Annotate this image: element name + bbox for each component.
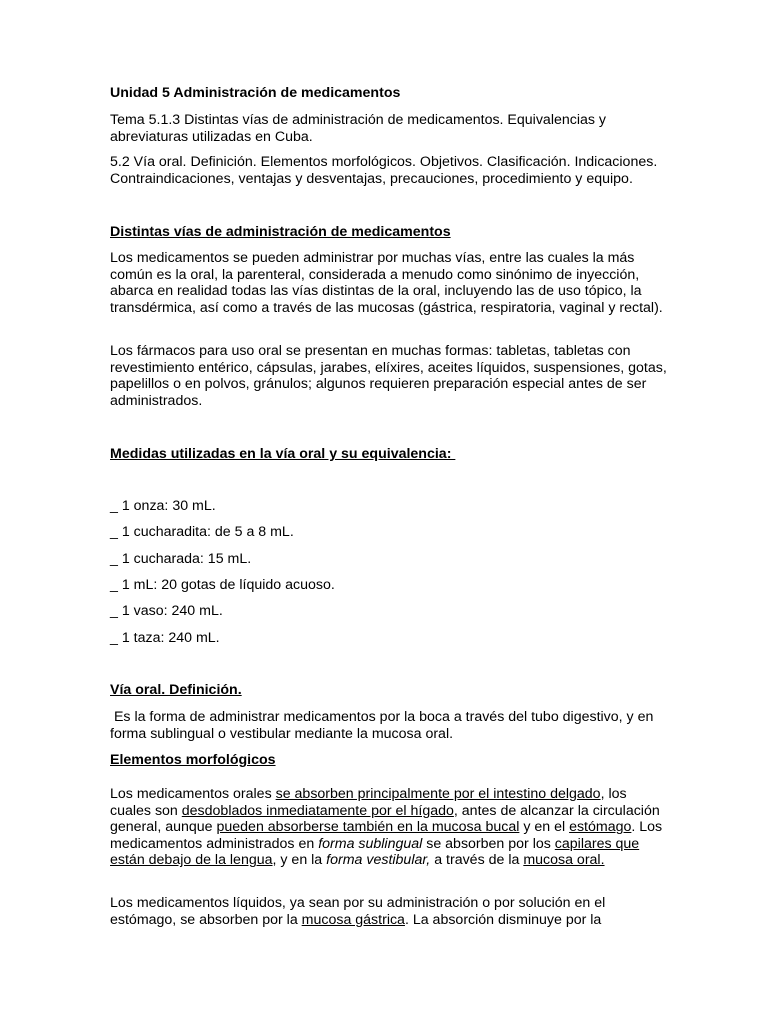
italic-phrase: forma vestibular,	[326, 852, 431, 869]
routes-heading: Distintas vías de administración de medicamentos	[110, 224, 451, 240]
morph-paragraph-1	[110, 786, 670, 869]
measure-item: _ 1 vaso: 240 mL.	[110, 603, 223, 619]
measure-item: _ 1 cucharadita: de 5 a 8 mL.	[110, 524, 294, 540]
text-run: , antes de alcanzar la circulación general, aunque	[110, 802, 660, 836]
underlined-phrase: se absorben principalmente por el intestino delgado	[275, 786, 601, 802]
text-run: . Los medicamentos administrados en	[110, 819, 663, 852]
text-run: , y en la	[272, 852, 327, 869]
measure-item: _ 1 taza: 240 mL.	[110, 630, 220, 646]
text-run: Los medicamentos orales	[110, 786, 276, 802]
routes-paragraph-1: Los medicamentos se pueden administrar por muchas vías, entre las cuales la más común es la oral, la parenteral, considerada a menudo como sinónimo de inyección, abarca en realidad todas las vías distintas de la oral, incluyendo las de uso tópico, la transdérmica, así como a través de las mucosas (gástrica, respiratoria, vaginal y rectal).	[110, 250, 663, 316]
underlined-phrase: desdoblados inmediatamente por el hígado	[181, 802, 454, 819]
text-run: , los cuales son	[110, 786, 627, 819]
routes-paragraph-2: Los fármacos para uso oral se presentan en muchas formas: tabletas, tabletas con revestimiento entérico, cápsulas, jarabes, elíxires, aceites líquidos, suspensiones, gotas, papelillos o en polvos, gránulos; algunos requieren preparación especial antes de ser administrados.	[110, 343, 667, 409]
morph-heading: Elementos morfológicos	[110, 752, 276, 768]
tema-5-2: 5.2 Vía oral. Definición. Elementos morfológicos. Objetivos. Clasificación. Indicaciones. Contraindicaciones, ventajas y desventajas, precauciones, procedimiento y equipo.	[110, 154, 658, 187]
oral-route-heading: Vía oral. Definición.	[110, 682, 242, 698]
text-run: y en el	[519, 819, 570, 836]
tema-5-1-3: Tema 5.1.3 Distintas vías de administración de medicamentos. Equivalencias y abreviaturas utilizadas en Cuba.	[110, 112, 607, 145]
underlined-phrase: pueden absorberse también en la mucosa bucal	[216, 819, 520, 836]
text-run: a través de la	[430, 852, 524, 869]
text-run: se absorben por los	[422, 835, 555, 852]
text-run: Los medicamentos líquidos, ya sean por su administración o por solución en el estómago, se absorben por la	[110, 895, 606, 928]
underlined-phrase: mucosa gástrica	[301, 911, 405, 928]
italic-phrase: forma sublingual	[318, 835, 423, 852]
text-run: . La absorción disminuye por la	[404, 911, 602, 928]
measures-heading: Medidas utilizadas en la vía oral y su equivalencia:	[110, 446, 456, 462]
measure-item: _ 1 cucharada: 15 mL.	[110, 551, 252, 567]
morph-paragraph-2	[110, 895, 670, 928]
underlined-phrase: mucosa oral.	[523, 852, 605, 869]
oral-route-definition: Es la forma de administrar medicamentos por la boca a través del tubo digestivo, y en forma sublingual o vestibular mediante la mucosa oral.	[110, 709, 658, 742]
underlined-phrase: estómago	[569, 819, 632, 836]
underlined-phrase: capilares que están debajo de la lengua	[110, 835, 640, 869]
measure-item: _ 1 mL: 20 gotas de líquido acuoso.	[110, 577, 335, 593]
unit-title: Unidad 5 Administración de medicamentos	[110, 85, 401, 101]
measure-item: _ 1 onza: 30 mL.	[110, 498, 216, 514]
